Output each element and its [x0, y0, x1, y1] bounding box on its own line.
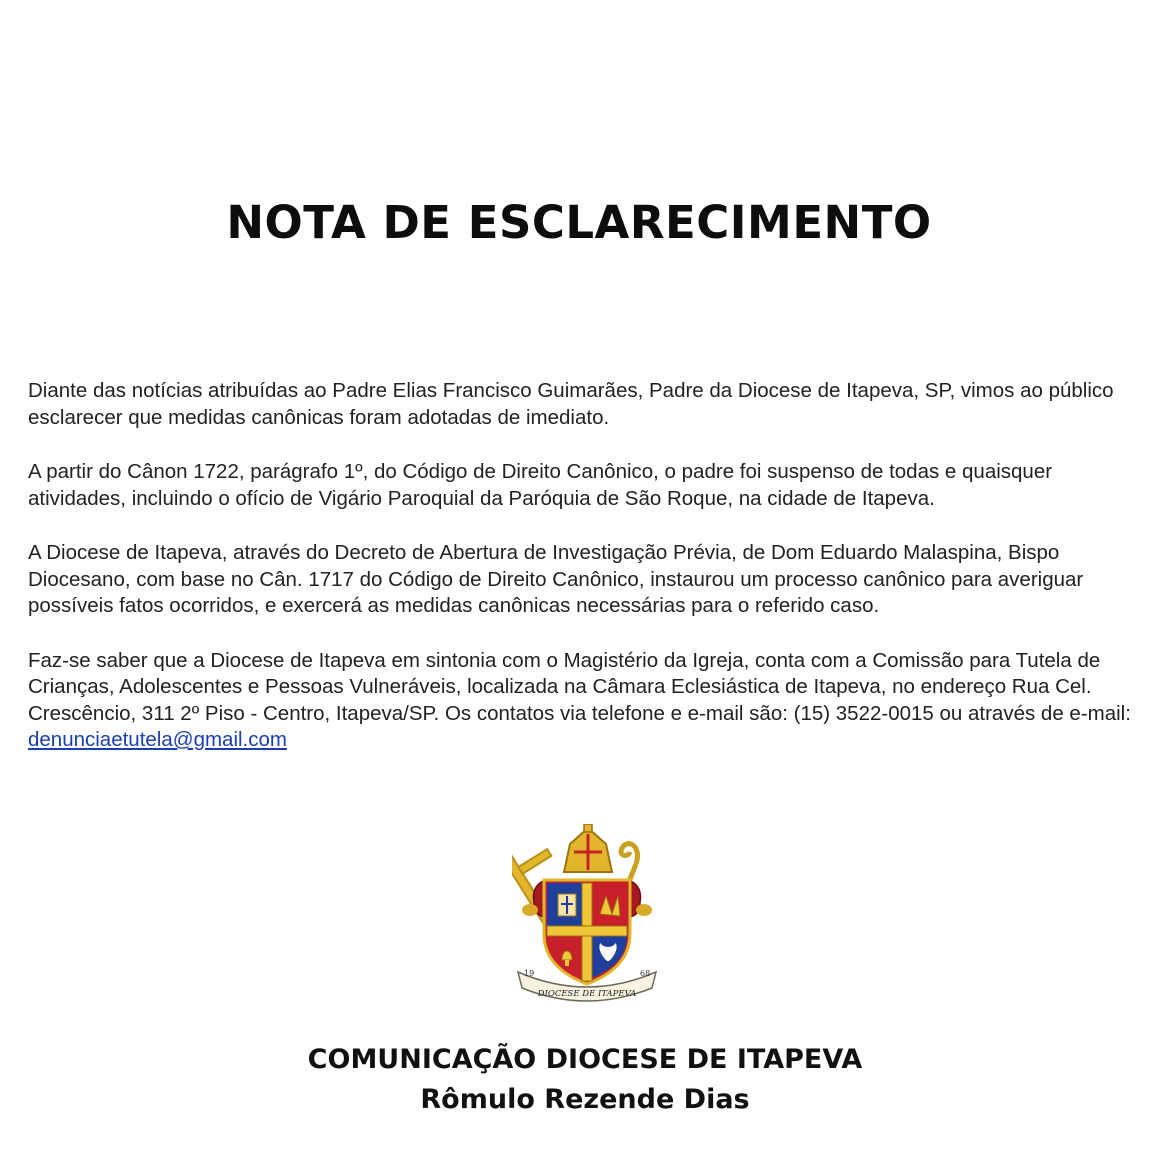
paragraph-intro: Diante das notícias atribuídas ao Padre Elias Francisco Guimarães, Padre da Diocese de Itapeva, SP, vimos ao público esclarecer que medidas canônicas foram adotadas de imediato. — [28, 379, 1114, 429]
email-link[interactable]: denunciaetutela@gmail.com — [28, 728, 287, 751]
signature-block — [0, 1040, 1170, 1120]
contact-text: Faz-se saber que a Diocese de Itapeva em sintonia com o Magistério da Igreja, conta com a Comissão para Tutela de Crianças, Adolescentes e Pessoas Vulneráveis, localizada na Câmara Eclesiástica de Itapeva, no endereço Rua Cel. Crescêncio, 311 2º Piso - Centro, Itapeva/SP. Os contatos via telefone e e-mail são: (15) 3522-0015 ou através de e-mail: — [28, 648, 1131, 725]
statement-body — [28, 378, 1138, 782]
crest-year-left: 19 — [524, 969, 535, 978]
organization-name: COMUNICAÇÃO DIOCESE DE ITAPEVA — [307, 1044, 863, 1075]
crest-ribbon-text: DIOCESE DE ITAPEVA — [537, 989, 637, 999]
paragraph-investigation: A Diocese de Itapeva, através do Decreto de Abertura de Investigação Prévia, de Dom Eduardo Malaspina, Bispo Diocesano, com base no Cân. 1717 do Código de Direito Canônico, instaurou um processo canônico para averiguar possíveis fatos ocorridos, e exercerá as medidas canônicas necessárias para o referido caso. — [28, 541, 1084, 617]
paragraph-suspension: A partir do Cânon 1722, parágrafo 1º, do Código de Direito Canônico, o padre foi suspenso de todas e quaisquer atividades, incluindo o ofício de Vigário Paroquial da Paróquia de São Roque, na cidade de Itapeva. — [28, 460, 1053, 510]
author-name: Rômulo Rezende Dias — [420, 1084, 750, 1115]
page-title: NOTA DE ESCLARECIMENTO — [226, 196, 932, 249]
paragraph-contact — [28, 648, 1138, 754]
diocese-coat-of-arms-icon — [512, 824, 662, 1004]
crest-year-right: 68 — [640, 969, 651, 978]
